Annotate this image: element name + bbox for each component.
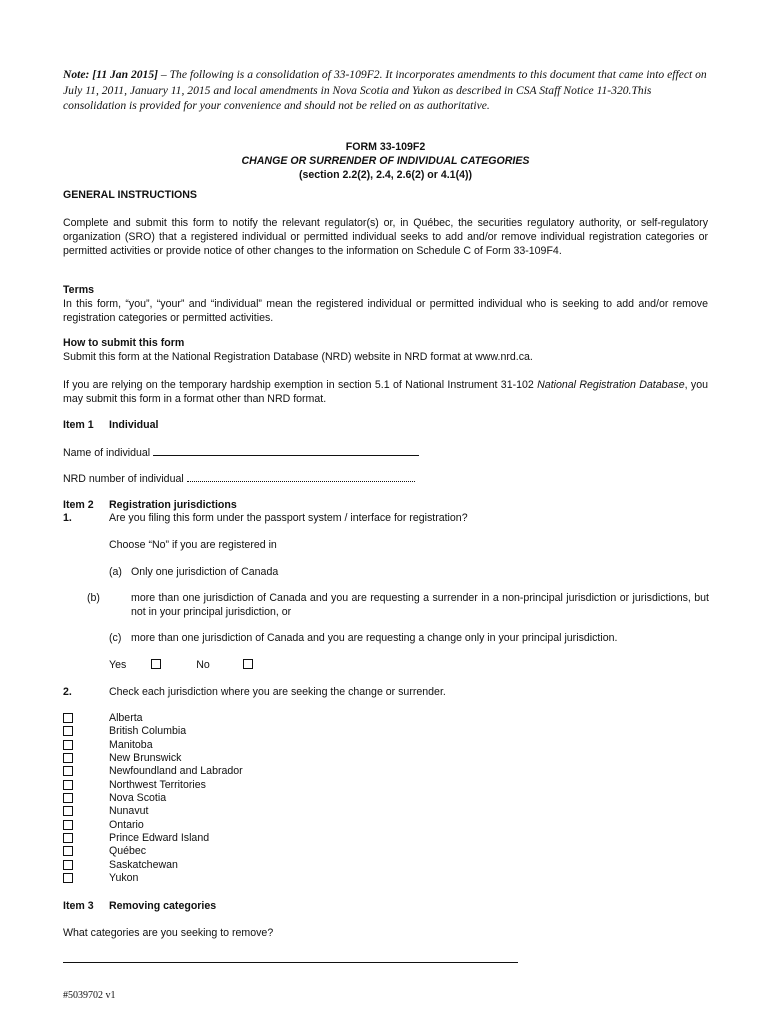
yes-label: Yes — [109, 659, 127, 671]
option-b-text: more than one jurisdiction of Canada and you are requesting a surrender in a non-principal jurisdiction or jurisdictions, but not in your principal jurisdiction, or — [131, 592, 709, 618]
item3-number: Item 3 — [63, 900, 94, 912]
terms-heading: Terms — [63, 284, 95, 296]
choose-no-text: Choose “No” if you are registered in — [109, 539, 277, 551]
jurisdiction-checkbox-yukon[interactable] — [63, 873, 73, 883]
jurisdiction-checkbox-northwest-territories[interactable] — [63, 780, 73, 790]
no-label: No — [196, 659, 210, 671]
jurisdiction-label: British Columbia — [109, 725, 187, 738]
no-checkbox[interactable] — [243, 659, 253, 669]
question-2-text: Check each jurisdiction where you are seeking the change or surrender. — [109, 686, 446, 698]
item2-heading — [63, 498, 237, 512]
item1-number: Item 1 — [63, 419, 94, 431]
jurisdiction-label: Manitoba — [109, 738, 153, 751]
name-of-individual-label: Name of individual — [63, 447, 151, 459]
how-to-submit-body: Submit this form at the National Registration Database (NRD) website in NRD format at www.nrd.ca. — [63, 351, 533, 363]
question-1-number: 1. — [63, 512, 72, 524]
hardship-exemption-text — [63, 378, 708, 406]
general-instructions-heading: GENERAL INSTRUCTIONS — [63, 189, 197, 201]
option-a-label: (a) — [109, 566, 122, 578]
jurisdiction-checkbox-manitoba[interactable] — [63, 740, 73, 750]
nrd-number-label: NRD number of individual — [63, 473, 184, 485]
jurisdiction-checkbox-alberta[interactable] — [63, 713, 73, 723]
nrd-number-field[interactable] — [187, 471, 415, 482]
name-of-individual-row — [63, 445, 419, 460]
jurisdiction-label: Yukon — [109, 872, 139, 885]
consolidation-note — [63, 67, 708, 114]
yes-checkbox[interactable] — [151, 659, 161, 669]
note-text: – The following is a consolidation of 33-109F2. It incorporates amendments to this document that came into effect on July 11, 2011, January 11, 2015 and local amendments in Nova Scotia and Yukon as described in CSA Staff Notice 11-320.This consolidation is provided for your convenience and should not be relied on as authoritative. — [63, 68, 707, 112]
question-1 — [63, 511, 468, 525]
hardship-instrument-name: National Registration Database — [537, 379, 685, 391]
option-a — [109, 565, 709, 579]
hardship-pre: If you are relying on the temporary hardship exemption in section 5.1 of National Instrument 31-102 — [63, 379, 538, 391]
note-label: Note: [11 Jan 2015] — [63, 68, 158, 81]
jurisdiction-checkbox-saskatchewan[interactable] — [63, 860, 73, 870]
option-c-text: more than one jurisdiction of Canada and you are requesting a change only in your principal jurisdiction. — [131, 632, 618, 644]
jurisdiction-label: New Brunswick — [109, 752, 182, 765]
jurisdiction-label: Alberta — [109, 712, 143, 724]
how-to-submit-heading: How to submit this form — [63, 337, 185, 349]
name-of-individual-field[interactable] — [153, 445, 419, 456]
document-id: #5039702 v1 — [63, 990, 116, 1001]
jurisdiction-label: Newfoundland and Labrador — [109, 765, 243, 778]
jurisdiction-checkbox-newfoundland-and-labrador[interactable] — [63, 766, 73, 776]
item2-number: Item 2 — [63, 499, 94, 511]
jurisdiction-checkbox-nunavut[interactable] — [63, 806, 73, 816]
item2-title: Registration jurisdictions — [109, 499, 237, 511]
jurisdiction-label: Prince Edward Island — [109, 832, 210, 845]
option-a-text: Only one jurisdiction of Canada — [131, 566, 279, 578]
jurisdiction-label: Nunavut — [109, 805, 149, 818]
jurisdiction-label: Ontario — [109, 818, 144, 831]
jurisdiction-checkbox-british-columbia[interactable] — [63, 726, 73, 736]
jurisdiction-label: Nova Scotia — [109, 792, 167, 805]
yes-no-row — [109, 658, 253, 672]
jurisdiction-checkbox-nova-scotia[interactable] — [63, 793, 73, 803]
form-sections: (section 2.2(2), 2.4, 2.6(2) or 4.1(4)) — [298, 169, 473, 181]
general-instructions-body: Complete and submit this form to notify the relevant regulator(s) or, in Québec, the securities regulatory authority, or self-regulatory organization (SRO) that a registered individual or permitted individual seeks to add and/or remove individual registration categories or permitted activities or provide notice of other changes to the information on Schedule C of Form 33-109F4. — [63, 217, 708, 257]
nrd-number-row — [63, 471, 415, 486]
item3-title: Removing categories — [109, 900, 217, 912]
hardship-post: , you may submit this form in a format other than NRD format. — [63, 379, 709, 405]
jurisdiction-checkbox-prince-edward-island[interactable] — [63, 833, 73, 843]
question-2 — [63, 685, 446, 699]
option-c — [109, 631, 709, 645]
jurisdiction-checkbox-new-brunswick[interactable] — [63, 753, 73, 763]
form-title: CHANGE OR SURRENDER OF INDIVIDUAL CATEGORIES — [241, 155, 530, 167]
option-c-label: (c) — [109, 632, 122, 644]
item3-question: What categories are you seeking to remove? — [63, 927, 274, 939]
jurisdiction-checkbox-ontario[interactable] — [63, 820, 73, 830]
jurisdiction-label: Northwest Territories — [109, 778, 206, 791]
option-b — [87, 591, 709, 619]
form-number: FORM 33-109F2 — [345, 141, 426, 153]
option-b-label: (b) — [87, 592, 100, 604]
item1-title: Individual — [109, 419, 159, 431]
item3-heading — [63, 899, 216, 913]
jurisdiction-label: Saskatchewan — [109, 858, 178, 871]
terms-body: In this form, “you”, “your” and “individual” mean the registered individual or permitted individual who is seeking to add and/or remove registration categories or permitted activities. — [63, 298, 708, 324]
question-1-text: Are you filing this form under the passport system / interface for registration? — [109, 512, 468, 524]
jurisdiction-checkbox-quebec[interactable] — [63, 846, 73, 856]
item1-heading — [63, 418, 158, 432]
question-2-number: 2. — [63, 686, 72, 698]
answer-line[interactable] — [63, 962, 518, 963]
jurisdiction-label: Québec — [109, 845, 147, 858]
